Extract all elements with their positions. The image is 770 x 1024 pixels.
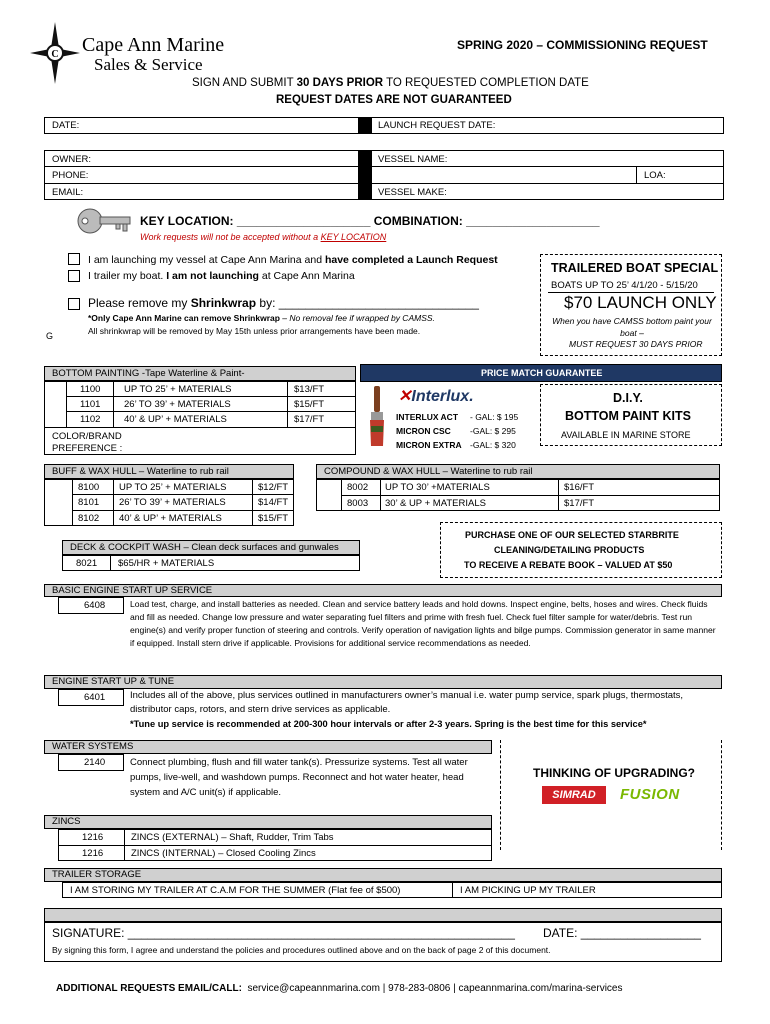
compound-code[interactable]: 8003 (347, 498, 369, 509)
starbrite-line3: TO RECEIVE A REBATE BOOK – VALUED AT $50 (464, 560, 673, 570)
key-icon (76, 206, 132, 236)
zincs-header (44, 815, 492, 829)
deck-code[interactable]: 8021 (76, 558, 98, 569)
paint-name: MICRON CSC (396, 426, 451, 436)
shrinkwrap-option: Please remove my Shrinkwrap by: ______________________________ (88, 296, 479, 310)
buff-code[interactable]: 8102 (78, 513, 100, 524)
buff-desc: 26’ TO 39’ + MATERIALS (119, 497, 226, 508)
bottom-code[interactable]: 1101 (80, 399, 101, 410)
buff-wax-title: BUFF & WAX HULL – Waterline to rub rail (52, 466, 229, 477)
not-guaranteed-line: REQUEST DATES ARE NOT GUARANTEED (276, 94, 512, 106)
shrinkwrap-removal-note: All shrinkwrap will be removed by May 15th unless prior arrangements have been made. (88, 326, 421, 336)
footer: ADDITIONAL REQUESTS EMAIL/CALL: service@capeannmarina.com | 978-283-0806 | capeannmarina.com/marina-services (56, 983, 623, 994)
preference-label[interactable]: PREFERENCE : (52, 443, 123, 454)
key-location-line[interactable]: KEY LOCATION: ____________________ COMBINATION: ____________________ (140, 214, 600, 228)
vessel-name-label[interactable]: VESSEL NAME: (378, 154, 448, 165)
signature-line[interactable]: SIGNATURE: __________________________________________________________ (52, 926, 515, 940)
trailered-note: When you have CAMSS bottom paint your boat – (552, 316, 712, 338)
engine-tune-title: ENGINE START UP & TUNE (52, 676, 175, 687)
date-label[interactable]: DATE: (52, 120, 80, 131)
bottom-painting-title: BOTTOM PAINTING -Tape Waterline & Paint- (52, 368, 245, 379)
zinc-desc: ZINCS (EXTERNAL) – Shaft, Rudder, Trim Tabs (131, 832, 334, 843)
deck-wash-title: DECK & COCKPIT WASH – Clean deck surfaces and gunwales (70, 542, 339, 553)
buff-desc: 40’ & UP’ + MATERIALS (119, 513, 222, 524)
upgrade-box (500, 740, 722, 850)
engine-tune-recommendation: *Tune up service is recommended at 200-300 hour intervals or after 2-3 years. Spring is the best time for this service* (130, 719, 647, 729)
bottom-desc: 40’ & UP’ + MATERIALS (124, 414, 227, 425)
launch-date-label[interactable]: LAUNCH REQUEST DATE: (378, 120, 496, 131)
loa-label[interactable]: LOA: (644, 170, 666, 181)
brand-name: Cape Ann Marine (82, 34, 225, 56)
launch-checkbox[interactable] (68, 253, 80, 265)
paint-name: MICRON EXTRA (396, 440, 462, 450)
buff-desc: UP TO 25’ + MATERIALS (119, 482, 227, 493)
basic-engine-title: BASIC ENGINE START UP SERVICE (52, 585, 213, 596)
bottom-price: $15/FT (294, 399, 325, 410)
instructions-line: SIGN AND SUBMIT 30 DAYS PRIOR TO REQUESTED COMPLETION DATE (192, 77, 589, 89)
diy-title: D.I.Y. (613, 391, 643, 405)
compound-code[interactable]: 8002 (347, 482, 369, 493)
basic-engine-code[interactable]: 6408 (84, 600, 106, 611)
paintbrush-icon (365, 384, 389, 448)
launch-option: I am launching my vessel at Cape Ann Marina and have completed a Launch Request (88, 254, 498, 266)
water-systems-title: WATER SYSTEMS (52, 741, 134, 752)
stray-letter: G (46, 331, 54, 341)
bottom-desc: UP TO 25’ + MATERIALS (124, 384, 232, 395)
shrinkwrap-checkbox[interactable] (68, 298, 80, 310)
contact-info[interactable]: service@capeannmarina.com | 978-283-0806 | capeannmarina.com/marina-services (247, 983, 623, 994)
zincs-title: ZINCS (52, 816, 81, 827)
compass-logo-icon (30, 22, 80, 84)
agreement-text: By signing this form, I agree and understand the policies and procedures outlined above and on the back of page 2 of this document. (52, 945, 551, 955)
bottom-code[interactable]: 1102 (80, 414, 101, 425)
zinc-code[interactable]: 1216 (82, 848, 104, 859)
simrad-logo: SIMRAD (542, 786, 606, 804)
shrinkwrap-note: *Only Cape Ann Marine can remove Shrinkwrap – No removal fee if wrapped by CAMSS. (88, 313, 435, 323)
diy-availability: AVAILABLE IN MARINE STORE (561, 430, 691, 440)
compound-desc: 30’ & UP + MATERIALS (385, 498, 486, 509)
trailer-storage-title: TRAILER STORAGE (52, 869, 142, 880)
bottom-desc: 26’ TO 39’ + MATERIALS (124, 399, 231, 410)
deck-desc: $65/HR + MATERIALS (118, 558, 215, 569)
paint-name: INTERLUX ACT (396, 412, 459, 422)
signature-header-bar (44, 908, 722, 922)
trailer-checkbox[interactable] (68, 270, 80, 282)
email-label[interactable]: EMAIL: (52, 187, 84, 198)
paint-price: -GAL: $ 295 (470, 426, 516, 436)
bottom-price: $17/FT (294, 414, 325, 425)
bottom-code[interactable]: 1100 (80, 384, 101, 395)
compound-wax-title: COMPOUND & WAX HULL – Waterline to rub rail (324, 466, 533, 477)
trailer-storage-header (44, 868, 722, 882)
brand-subtitle: Sales & Service (94, 55, 203, 74)
signature-date[interactable]: DATE: __________________ (543, 926, 701, 940)
buff-code[interactable]: 8100 (78, 482, 100, 493)
buff-code[interactable]: 8101 (78, 497, 100, 508)
compound-price: $17/FT (564, 498, 595, 509)
color-brand-label[interactable]: COLOR/BRAND (52, 431, 122, 442)
upgrade-title: THINKING OF UPGRADING? (533, 766, 695, 780)
buff-price: $15/FT (258, 513, 289, 524)
compound-price: $16/FT (564, 482, 595, 493)
key-warning: Work requests will not be accepted without a KEY LOCATION (140, 232, 387, 242)
zinc-code[interactable]: 1216 (82, 832, 104, 843)
zinc-desc: ZINCS (INTERNAL) – Closed Cooling Zincs (131, 848, 316, 859)
compound-desc: UP TO 30’ +MATERIALS (385, 482, 490, 493)
water-systems-code[interactable]: 2140 (84, 757, 106, 768)
starbrite-line1: PURCHASE ONE OF OUR SELECTED STARBRITE (465, 530, 679, 540)
paint-price: -GAL: $ 320 (470, 440, 516, 450)
phone-label[interactable]: PHONE: (52, 170, 89, 181)
owner-label[interactable]: OWNER: (52, 154, 92, 165)
trailered-title: TRAILERED BOAT SPECIAL (551, 261, 719, 275)
logo (30, 22, 80, 84)
fusion-logo: FUSION (620, 786, 680, 803)
vessel-make-label[interactable]: VESSEL MAKE: (378, 187, 447, 198)
diy-kits: BOTTOM PAINT KITS (565, 409, 691, 423)
svg-text:C: C (51, 49, 59, 60)
paint-price: - GAL: $ 195 (470, 412, 519, 422)
trailer-store-option[interactable]: I AM STORING MY TRAILER AT C.A.M FOR THE SUMMER (Flat fee of $500) (70, 885, 401, 896)
interlux-logo: ✕Interlux. (398, 388, 474, 405)
trailered-dates: BOATS UP TO 25’ 4/1/20 - 5/15/20 (551, 280, 698, 291)
price-match-title: PRICE MATCH GUARANTEE (481, 368, 603, 378)
starbrite-line2: CLEANING/DETAILING PRODUCTS (494, 545, 645, 555)
engine-tune-description: Includes all of the above, plus services outlined in manufacturers owner’s manual i.e. water pump service, spark plugs, thermostats, distributor caps, rotors, and stern drive services as applicable. (130, 690, 684, 715)
trailer-pickup-option[interactable]: I AM PICKING UP MY TRAILER (460, 885, 596, 896)
bottom-price: $13/FT (294, 384, 325, 395)
trailer-option: I trailer my boat. I am not launching at Cape Ann Marina (88, 270, 355, 282)
water-systems-description: Connect plumbing, flush and fill water tank(s). Pressurize systems. Test all water pumps, live-well, and washdown pumps. Reconnect and hot water heater, head system and A/C unit(s) if applicable. (130, 757, 468, 798)
engine-tune-code[interactable]: 6401 (84, 692, 106, 703)
form-title: SPRING 2020 – COMMISSIONING REQUEST (457, 38, 708, 52)
trailered-price: $70 LAUNCH ONLY (564, 293, 717, 312)
buff-price: $12/FT (258, 482, 289, 493)
buff-price: $14/FT (258, 497, 289, 508)
trailered-must: MUST REQUEST 30 DAYS PRIOR (569, 339, 703, 349)
basic-engine-description: Load test, charge, and install batteries as needed. Clean and service battery leads and hold downs. Inspect engine, belts, hoses and wires. Check fluids and fill as needed. Change low pressure and water separating fuel filters and prime with fresh fuel. Check fuel filter sample for water/debris. Test run engine(s) and verify proper function of steering and controls. Verify operation of navigation lights and bilge pumps. Commission generator in same manner if equipped. Install stern drive if applicable. Provisions for additional service recommendations as needed. (130, 599, 716, 648)
